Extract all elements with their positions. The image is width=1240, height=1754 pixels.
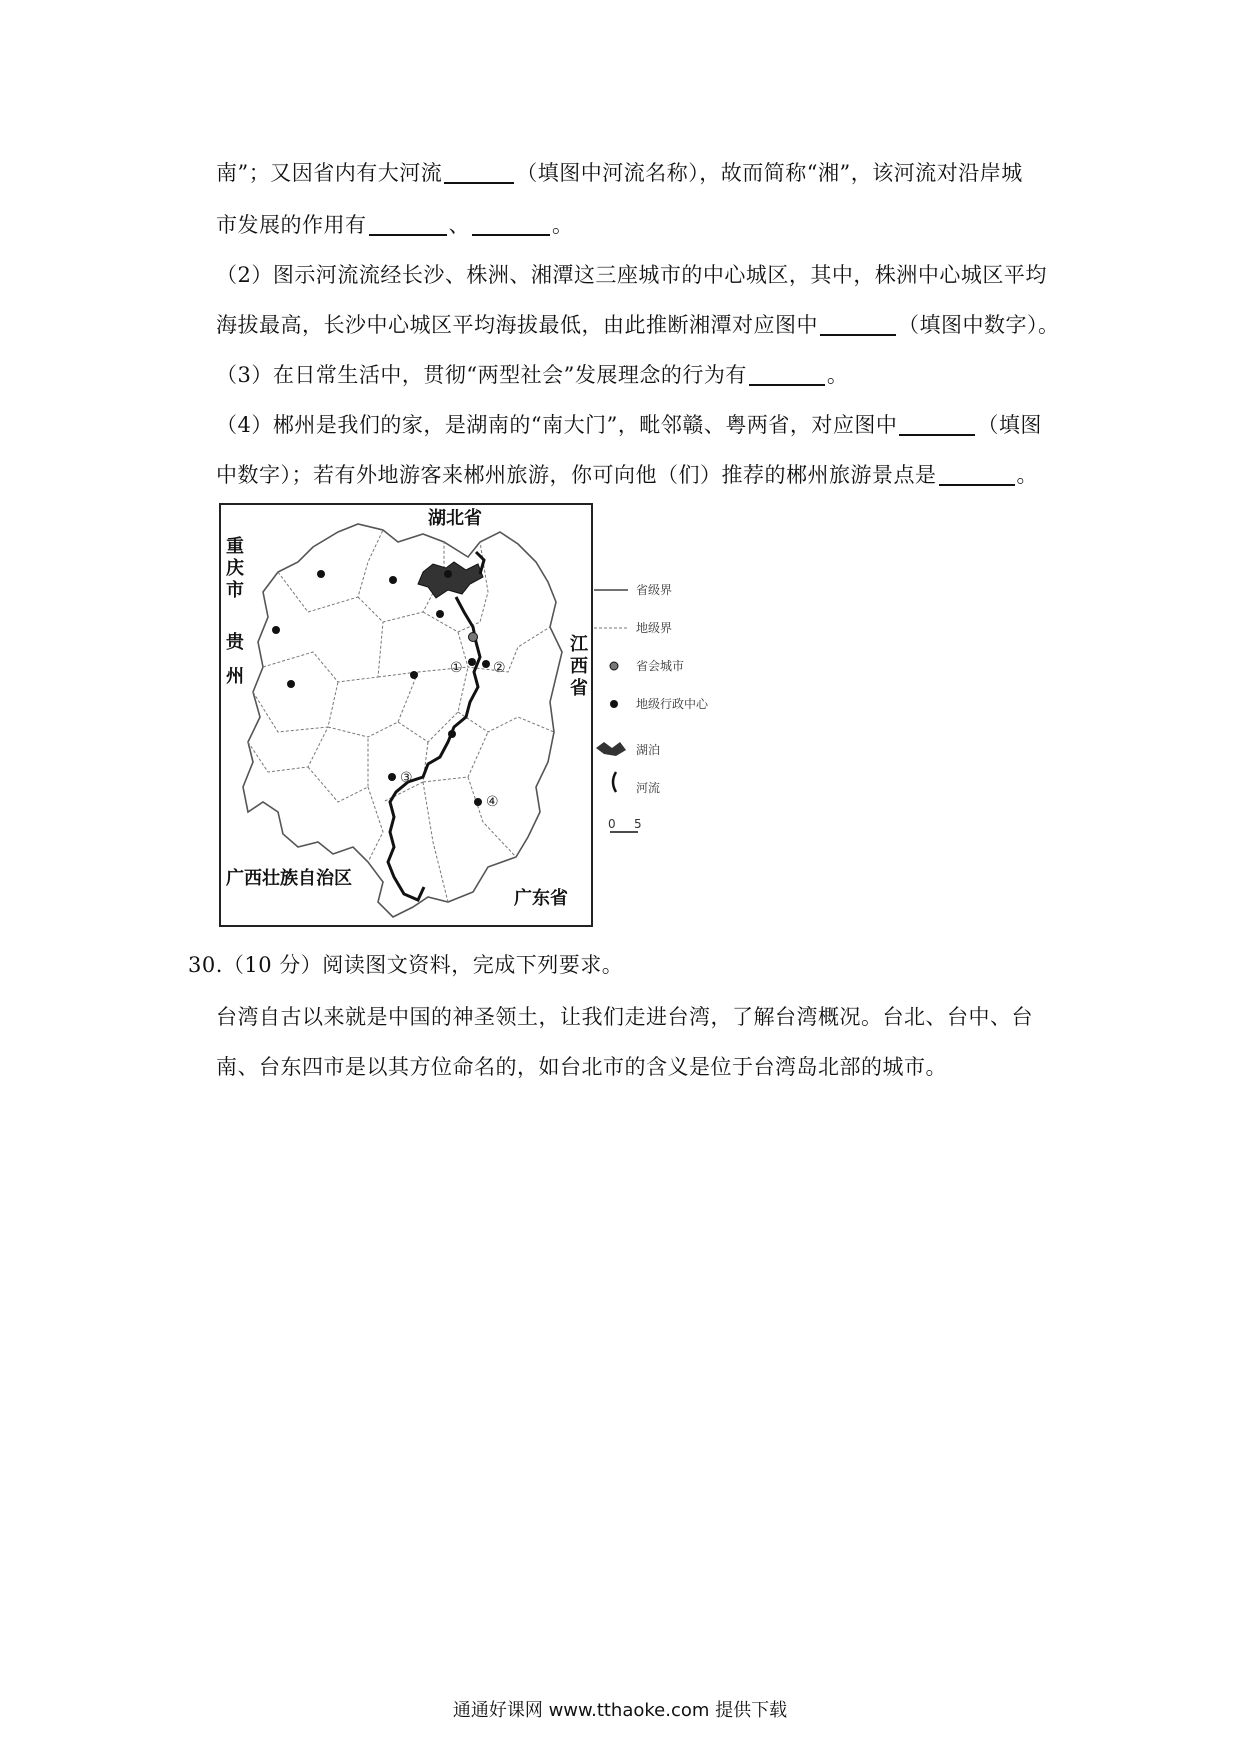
q30-header-text: 30.（10 分）阅读图文资料，完成下列要求。 <box>188 953 624 977</box>
q29-part4-text-2a: 中数字）；若有外地游客来郴州旅游，你可向他（们）推荐的郴州旅游景点是 <box>216 463 937 487</box>
label-guizhou-1: 贵 <box>226 632 244 653</box>
answer-blank-role-1[interactable] <box>369 212 447 236</box>
city-marker <box>388 773 396 781</box>
answer-blank-xiangtan[interactable] <box>820 312 896 336</box>
q29-part4-text-1a: （4）郴州是我们的家，是湖南的“南大门”，毗邻赣、粤两省，对应图中 <box>216 413 898 437</box>
prefectural-borders <box>248 530 554 902</box>
label-chongqing-2: 庆 <box>226 558 244 579</box>
q29-line2-end: 。 <box>552 213 574 237</box>
label-guangdong: 广东省 <box>514 888 568 909</box>
legend-river-symbol <box>613 772 616 792</box>
map-legend <box>594 582 709 832</box>
answer-blank-scenic-spot[interactable] <box>939 462 1015 486</box>
legend-lake-label: 湖泊 <box>636 743 661 757</box>
q29-line2 <box>216 210 574 240</box>
city-marker <box>272 626 280 634</box>
q29-part2-text-2b: （填图中数字）。 <box>898 313 1060 337</box>
city-marker <box>389 576 397 584</box>
city-marker <box>410 671 418 679</box>
hunan-provincial-border <box>243 524 562 917</box>
capital-marker <box>469 633 478 642</box>
q29-part4-text-2end: 。 <box>1016 463 1038 487</box>
answer-blank-behavior[interactable] <box>749 362 825 386</box>
page-footer: 通通好课网 www.tthaoke.com 提供下载 <box>452 1700 788 1721</box>
answer-blank-river[interactable] <box>444 160 514 184</box>
q29-line1-text-b: （填图中河流名称），故而简称“湘”，该河流对沿岸城 <box>516 161 1023 185</box>
city-marker <box>448 730 456 738</box>
hunan-map-figure <box>218 502 758 932</box>
legend-prefectural-label: 地级界 <box>636 621 673 635</box>
legend-prefecture-label: 地级行政中心 <box>636 697 709 711</box>
city-marker <box>444 570 452 578</box>
legend-provincial-label: 省级界 <box>636 583 673 597</box>
map-frame <box>220 504 592 926</box>
legend-lake-symbol <box>596 742 626 756</box>
dongting-lake <box>418 562 483 598</box>
city-marker <box>317 570 325 578</box>
q29-part4-line2 <box>216 460 1038 490</box>
q30-header <box>188 950 623 980</box>
q29-line1 <box>216 158 1023 188</box>
label-jiangxi-3: 省 <box>570 678 588 699</box>
label-jiangxi-1: 江 <box>570 634 588 655</box>
city-marker <box>287 680 295 688</box>
legend-river-label: 河流 <box>636 781 661 795</box>
map-number-1: ① <box>450 660 463 676</box>
legend-scale-5: 5 <box>634 817 642 831</box>
q30-text-1: 台湾自古以来就是中国的神圣领土，让我们走进台湾，了解台湾概况。台北、台中、台 <box>216 1005 1033 1029</box>
q29-part3-text: （3）在日常生活中，贯彻“两型社会”发展理念的行为有 <box>216 363 747 387</box>
q29-part2-text-2a: 海拔最高，长沙中心城区平均海拔最低，由此推断湘潭对应图中 <box>216 313 818 337</box>
q29-line2-sep: 、 <box>448 213 470 237</box>
city-markers <box>272 570 490 806</box>
label-chongqing-1: 重 <box>226 536 244 557</box>
map-number-2: ② <box>493 660 506 676</box>
legend-scale-0: 0 <box>608 817 616 831</box>
legend-capital-label: 省会城市 <box>636 659 685 673</box>
q29-part2-text-1: （2）图示河流流经长沙、株洲、湘潭这三座城市的中心城区，其中，株洲中心城区平均 <box>216 263 1047 287</box>
q30-paragraph-line1 <box>216 1002 1033 1032</box>
q30-text-2: 南、台东四市是以其方位命名的，如台北市的含义是位于台湾岛北部的城市。 <box>216 1055 947 1079</box>
label-jiangxi-2: 西 <box>570 656 588 677</box>
q29-part2-line1 <box>216 260 1047 290</box>
label-chongqing-3: 市 <box>226 580 244 601</box>
city-marker <box>474 798 482 806</box>
map-number-3: ③ <box>400 770 413 786</box>
q29-line1-text-a: 南”；又因省内有大河流 <box>216 161 443 185</box>
q29-part3 <box>216 360 848 390</box>
label-guangxi: 广西壮族自治区 <box>226 868 352 889</box>
legend-capital-symbol <box>610 662 618 670</box>
q29-part4-text-1b: （填图 <box>977 413 1042 437</box>
answer-blank-role-2[interactable] <box>472 212 550 236</box>
q29-part4-line1 <box>216 410 1042 440</box>
q30-paragraph-line2 <box>216 1052 947 1082</box>
city-marker <box>468 658 476 666</box>
city-marker <box>436 610 444 618</box>
legend-prefecture-symbol <box>610 700 618 708</box>
q29-line2-text: 市发展的作用有 <box>216 213 367 237</box>
q29-part2-line2 <box>216 310 1060 340</box>
label-guizhou-2: 州 <box>226 666 244 687</box>
xiangjiang-river <box>388 597 480 900</box>
city-marker <box>482 660 490 668</box>
answer-blank-chenzhou[interactable] <box>899 412 975 436</box>
label-hubei: 湖北省 <box>428 508 482 529</box>
map-number-4: ④ <box>486 794 499 810</box>
q29-part3-end: 。 <box>826 363 849 387</box>
